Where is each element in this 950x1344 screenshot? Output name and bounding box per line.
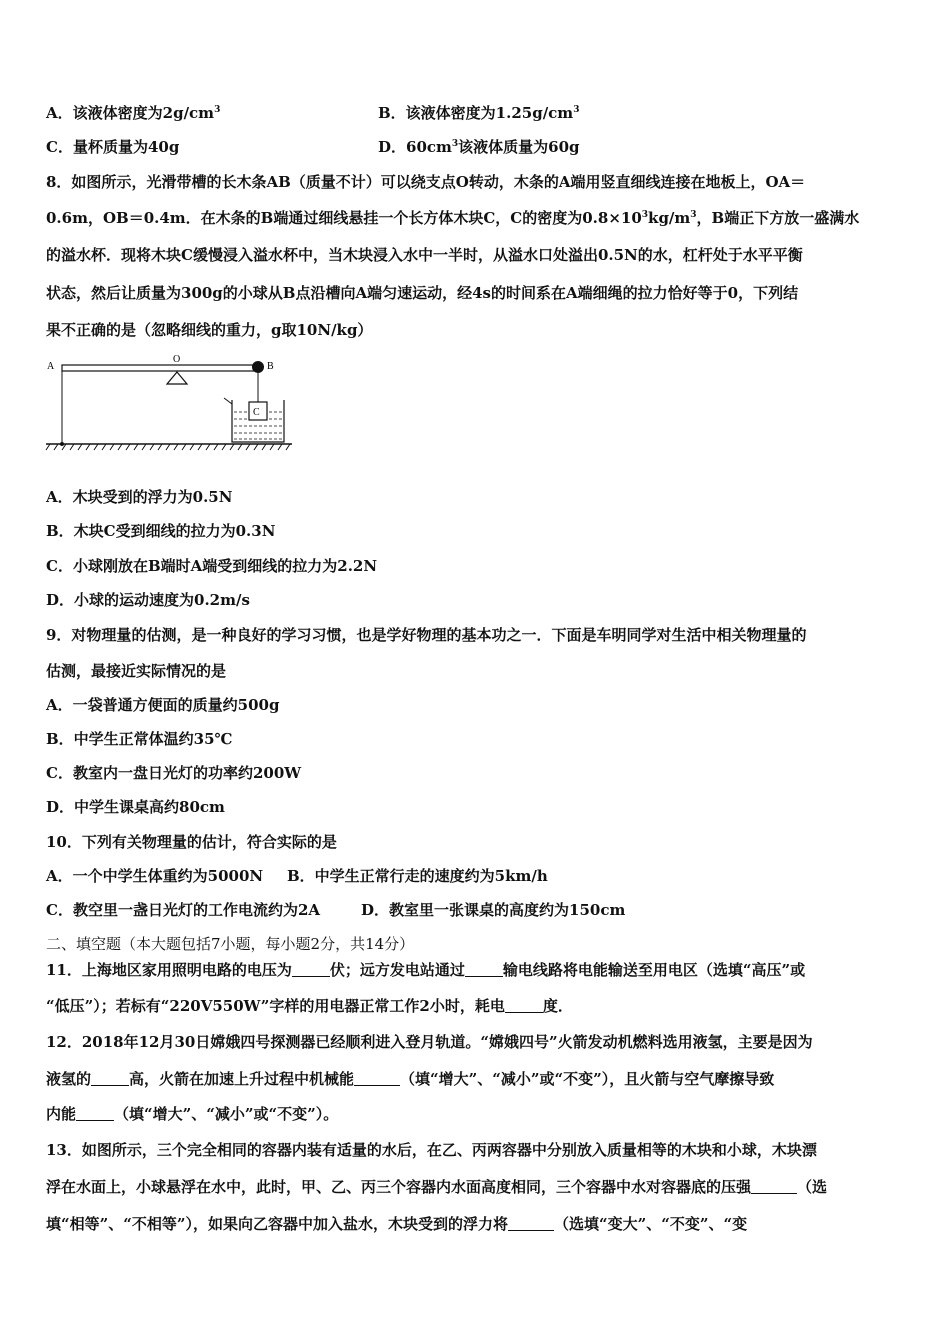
- q12-line-1: 12．2018年12月30日嫦娥四号探测器已经顺利进入登月轨道。“嫦娥四号”火箭发动机燃料选用液氢，主要是因为: [46, 1033, 813, 1051]
- label-b: B: [267, 361, 274, 372]
- section-2-heading: 二、填空题（本大题包括7小题，每小题2分，共14分）: [46, 935, 415, 953]
- q10-option-b: B．中学生正常行走的速度约为5km/h: [287, 867, 548, 885]
- q7-option-d: D．$60cm^3$该液体质量为60g: [378, 138, 580, 156]
- q9-stem-line-1: 9．对物理量的估测，是一种良好的学习习惯，也是学好物理的基本功之一．下面是车明同学对生活中相关物理量的: [46, 626, 807, 644]
- q12-line-2: 液氢的 高，火箭在加速上升过程中机械能 （填“增大”、“减小”或“不变”），且火箭与空气摩擦导致: [46, 1070, 775, 1088]
- q11-blank-2[interactable]: [465, 962, 503, 977]
- q9-option-d: D．中学生课桌高约80cm: [46, 798, 225, 816]
- q11-blank-1[interactable]: [292, 962, 330, 977]
- label-o: O: [173, 354, 181, 365]
- q9-option-a: A．一袋普通方便面的质量约500g: [46, 696, 280, 714]
- q13-line-1: 13．如图所示，三个完全相同的容器内装有适量的水后，在乙、丙两容器中分别放入质量相等的木块和小球，木块漂: [46, 1141, 817, 1159]
- q7-option-c: C．量杯质量为40g: [46, 138, 180, 156]
- q10-option-d: D．教室里一张课桌的高度约为150cm: [361, 901, 626, 919]
- q11-blank-3[interactable]: [505, 998, 543, 1013]
- q7-option-b: B．该液体密度为$1.25g/cm^3$: [378, 104, 580, 122]
- q13-line-3: 填“相等”、“不相等”），如果向乙容器中加入盐水，木块受到的浮力将 （选填“变大”、“不变”、“变: [46, 1215, 748, 1233]
- q9-option-b: B．中学生正常体温约35℃: [46, 730, 233, 748]
- q8-stem-line-2: 0.6m，OB＝0.4m．在木条的B端通过细线悬挂一个长方体木块C，C的密度为$0.8\times 10^3kg/m^3$，B端正下方放一盛满水: [46, 209, 860, 227]
- q10-option-a: A．一个中学生体重约为5000N: [46, 867, 264, 885]
- label-c: C: [253, 407, 260, 418]
- q12-blank-1[interactable]: [91, 1071, 129, 1086]
- q12-blank-3[interactable]: [76, 1106, 114, 1121]
- q10-stem: 10．下列有关物理量的估计，符合实际的是: [46, 833, 337, 851]
- q13-blank-1[interactable]: [751, 1179, 797, 1194]
- q8-stem-line-4: 状态，然后让质量为300g的小球从B点沿槽向A端匀速运动，经4s的时间系在A端细绳的拉力恰好等于0，下列结: [46, 284, 799, 302]
- q9-option-c: C．教室内一盘日光灯的功率约200W: [46, 764, 302, 782]
- q8-option-a: A．木块受到的浮力为0.5N: [46, 488, 233, 506]
- q12-line-3: 内能 （填“增大”、“减小”或“不变”）。: [46, 1105, 339, 1123]
- q12-blank-2[interactable]: [354, 1071, 400, 1086]
- q10-option-c: C．教空里一盏日光灯的工作电流约为2A: [46, 901, 321, 919]
- lever-figure: [44, 352, 294, 457]
- q13-line-2: 浮在水面上，小球悬浮在水中，此时，甲、乙、丙三个容器内水面高度相同，三个容器中水对容器底的压强 （选: [46, 1178, 828, 1196]
- q9-stem-line-2: 估测，最接近实际情况的是: [46, 662, 227, 680]
- q8-stem-line-5: 果不正确的是（忽略细线的重力，g取10N/kg）: [46, 321, 373, 339]
- q7-option-a: A．该液体密度为$2g/cm^3$: [46, 104, 221, 122]
- q8-option-c: C．小球刚放在B端时A端受到细线的拉力为2.2N: [46, 557, 378, 575]
- q11-line-2: “低压”）；若标有“220V550W”字样的用电器正常工作2小时，耗电 度．: [46, 997, 573, 1015]
- q8-stem-line-1: 8．如图所示，光滑带槽的长木条AB（质量不计）可以绕支点O转动，木条的A端用竖直细线连接在地板上，OA＝: [46, 173, 806, 191]
- q11-line-1: 11．上海地区家用照明电路的电压为 伏；远方发电站通过 输电线路将电能输送至用电区（选填“高压”或: [46, 961, 806, 979]
- q8-option-d: D．小球的运动速度为0.2m/s: [46, 591, 250, 609]
- q8-option-b: B．木块C受到细线的拉力为0.3N: [46, 522, 276, 540]
- label-a: A: [47, 361, 55, 372]
- q8-stem-line-3: 的溢水杯．现将木块C缓慢浸入溢水杯中，当木块浸入水中一半时，从溢水口处溢出0.5N的水，杠杆处于水平平衡: [46, 246, 803, 264]
- q13-blank-2[interactable]: [508, 1216, 554, 1231]
